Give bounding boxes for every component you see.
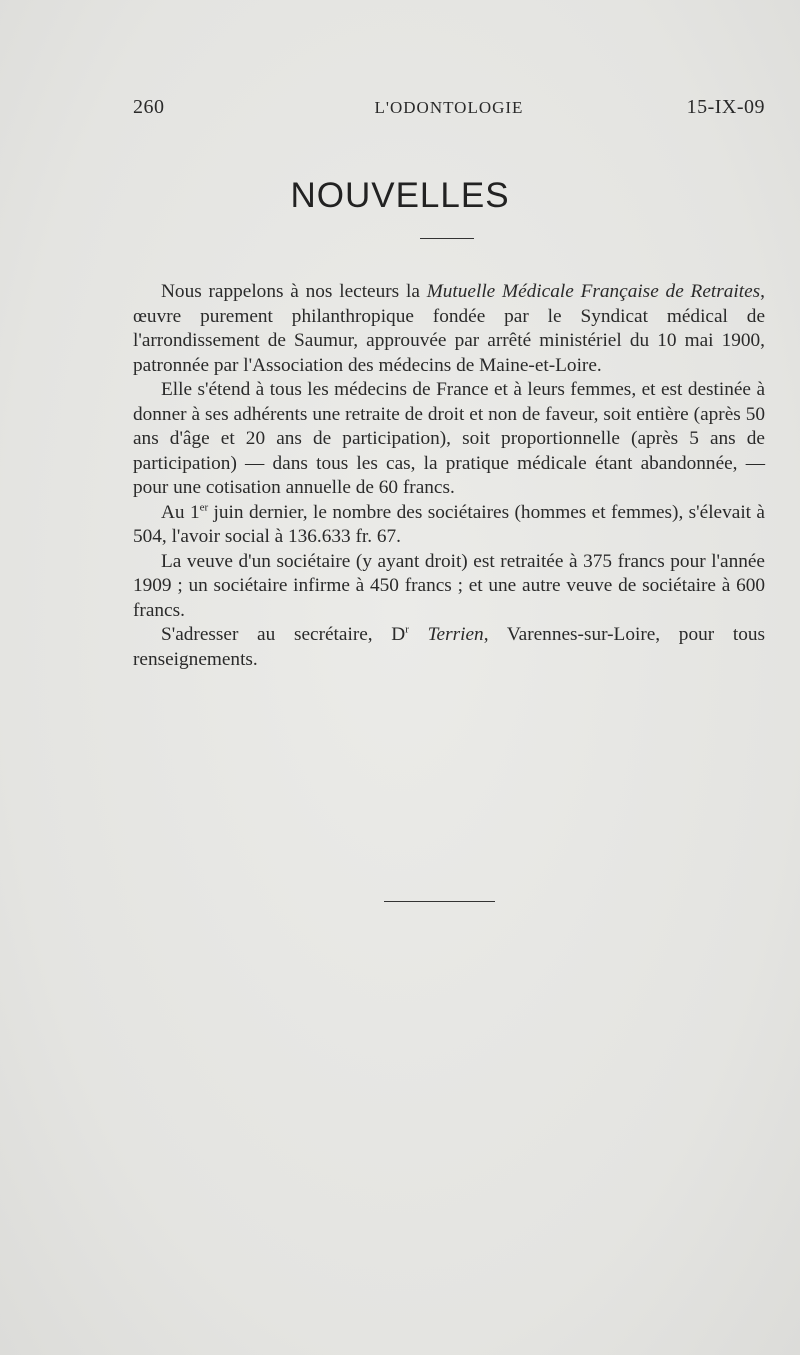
paragraph-5 [133, 623, 765, 672]
paragraph-1-rest: , œuvre purement philanthropique fondée par le Syndicat médical de l'arrondissement de Saumur, approuvée par arrêté ministériel du 10 mai 1900, patronnée par l'Association des médecins de Maine-et-Loire. [133, 281, 765, 376]
paragraph-3 [133, 501, 765, 550]
secretary-name: Terrien [427, 624, 484, 645]
title-rule [420, 238, 474, 239]
journal-title: L'ODONTOLOGIE [374, 98, 524, 117]
paragraph-2: Elle s'étend à tous les médecins de France et à leurs femmes, et est destinée à donner à ses adhérents une retraite de droit et non de faveur, soit entière (après 50 ans d'âge et 20 ans de participation), soit proportionnelle (après 5 ans de participation) — dans tous les cas, la pratique médicale étant abandonnée, — pour une cotisation annuelle de 60 francs. [133, 379, 765, 498]
page-number: 260 [133, 96, 165, 118]
ordinal-superscript: er [199, 501, 209, 514]
article-body [133, 280, 765, 672]
paragraph-4: La veuve d'un sociétaire (y ayant droit) est retraitée à 375 francs pour l'année 1909 ; un sociétaire infirme à 450 francs ; et une autre veuve de sociétaire à 600 francs. [133, 550, 765, 621]
paragraph-1-lead: Nous rappelons à nos lecteurs la [161, 281, 427, 302]
paragraph-3-rest: juin dernier, le nombre des sociétaires (hommes et femmes), s'élevait à 504, l'avoir social à 136.633 fr. 67. [133, 501, 765, 547]
issue-date: 15-IX-09 [686, 96, 765, 118]
closing-rule [384, 901, 495, 902]
paragraph-3-lead: Au 1 [161, 501, 200, 523]
paragraph-5-rest: , Varennes-sur-Loire, pour tous renseignements. [133, 624, 765, 670]
section-title: NOUVELLES [290, 176, 510, 215]
running-head [133, 96, 765, 124]
paragraph-1 [133, 280, 765, 378]
doctor-superscript: r [405, 623, 409, 636]
society-name: Mutuelle Médicale Française de Retraites [426, 281, 761, 302]
paragraph-5-lead: S'adresser au secrétaire, D [161, 624, 406, 645]
